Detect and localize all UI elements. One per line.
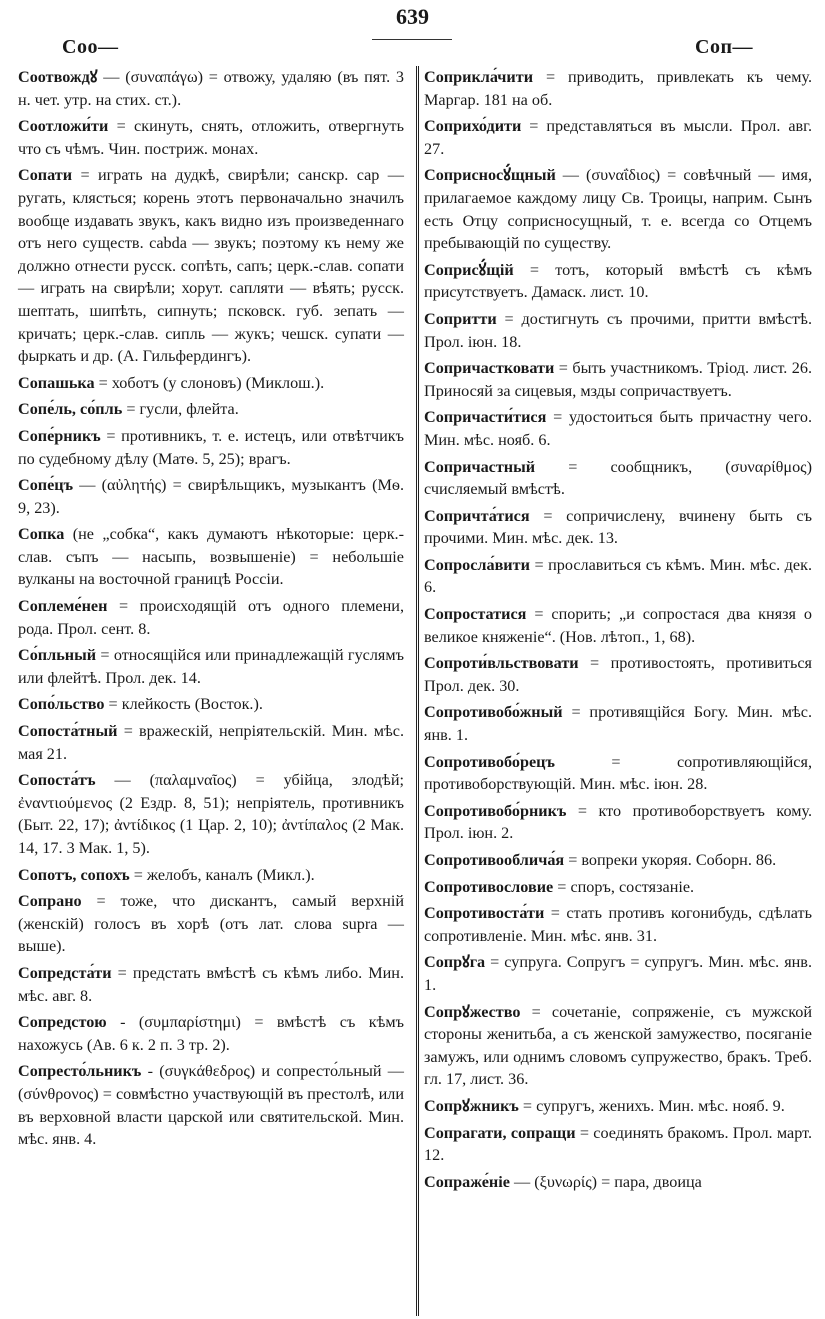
dictionary-entry [424,751,812,796]
entry-headword: Сопротивобо́жный [424,703,563,722]
entry-definition: = споръ, состязаніе. [553,877,695,896]
entry-headword: Сопрꙋжество [424,1002,521,1021]
dictionary-entry [18,720,404,765]
entry-headword: Сопритти [424,309,497,328]
entry-definition: = противостоять, противиться Прол. дек. 30. [424,654,812,695]
entry-definition: = относящійся или принадлежащій гуслямъ или флейтѣ. Прол. дек. 14. [18,646,404,687]
dictionary-entry [18,115,404,160]
entry-headword: Соприсꙋ́щій [424,260,514,279]
dictionary-entry [18,425,404,470]
right-column [424,66,812,1197]
dictionary-entry [424,603,812,648]
dictionary-entry [18,398,404,421]
dictionary-entry [424,259,812,304]
dictionary-entry [18,372,404,395]
dictionary-entry [18,890,404,958]
entry-headword: Сопка [18,525,65,544]
entry-definition: = скинуть, снять, отложить, отвергнуть что съ чѣмъ. Чин. постриж. монах. [18,117,404,158]
entry-headword: Сопротивобо́рецъ [424,752,555,771]
entry-headword: Соплеме́нен [18,597,108,616]
entry-definition: = тотъ, который вмѣстѣ съ кѣмъ присутствуетъ. Дамаск. лист. 10. [424,260,812,302]
dictionary-entry [424,505,812,550]
dictionary-entry [424,701,812,746]
entry-definition: = супругъ, женихъ. Мин. мѣс. нояб. 9. [518,1096,785,1115]
entry-headword: Сопо́льство [18,695,105,714]
entry-definition: — (παλαμναῖος) = убійца, злодѣй; ἐναντιούμενος (2 Ездр. 8, 51); непріятель, противникъ (Быт. 22, 17); ἀντίδικος (1 Цар. 2, 10); ἀντίπαλος (2 Мак. 14, 17. 3 Мак. 1, 5). [18,771,404,857]
entry-headword: Сопроти́вльствовати [424,654,579,673]
entry-headword: Соприсносꙋ́щный [424,166,556,185]
entry-definition: = приводить, привлекать къ чему. Маргар. 181 на об. [424,68,812,109]
left-column [18,66,404,1155]
dictionary-entry [424,876,812,899]
page-number-rule [372,39,452,40]
entry-definition: — (συναπάγω) = отвожу, удаляю (въ пят. 3 н. чет. утр. на стих. ст.). [18,68,404,109]
entry-definition: = тоже, что дискантъ, самый верхній (женскій) голосъ въ хорѣ (отъ лат. слова supra — выше). [18,892,404,956]
dictionary-entry [18,769,404,859]
entry-definition: = удостоиться быть причастну чего. Мин. мѣс. нояб. 6. [424,408,812,449]
dictionary-entry [18,693,404,716]
entry-definition: = сопротивляющійся, противоборствующій. Мин. мѣс. іюн. 28. [424,752,812,794]
entry-headword: Соприхо́дити [424,117,522,136]
entry-definition: = супруга. Сопругъ = супругъ. Мин. мѣс. янв. 1. [424,953,812,994]
entry-definition: = вопреки укоряя. Соборн. 86. [564,851,777,869]
entry-headword: Сопе́рникъ [18,426,101,445]
column-divider [416,66,419,1316]
entry-headword: Сопоста́тъ [18,771,96,790]
dictionary-entry [424,66,812,111]
entry-definition: = сочетаніе, сопряженіе, съ мужской стороны женитьба, а съ женской замужество, посяганіе замужъ, или однимъ словомъ супружество, бракъ. Треб. гл. 17, лист. 36. [424,1002,812,1089]
entry-headword: Сопрꙋга [424,953,486,972]
entry-headword: Соприкла́чити [424,68,534,86]
dictionary-entry [424,456,812,501]
entry-definition: = сообщникъ, (συναρίθμος) счисляемый вмѣстѣ. [424,457,812,499]
entry-headword: Сопашька [18,373,95,392]
entry-definition: - (συγκάθεδρος) и сопресто́льный — (σύνθρονος) = совмѣстно участвующій въ престолѣ, или въ верховной власти царской или святительской. Мин. мѣс. янв. 4. [18,1062,404,1149]
entry-definition: = противящійся Богу. Мин. мѣс. янв. 1. [424,703,812,745]
entry-definition: = желобъ, каналъ (Микл.). [129,865,315,884]
entry-definition: (не „собка“, какъ думаютъ нѣкоторые: церк.-слав. съпъ — насыпь, возвышеніе) = небольшіе вулканы на восточной границѣ Россіи. [18,525,404,589]
dictionary-entry [424,1001,812,1091]
dictionary-entry [424,652,812,697]
dictionary-entry [424,164,812,254]
entry-headword: Сопресто́льникъ [18,1062,142,1081]
entry-definition: = гусли, флейта. [122,400,239,419]
entry-definition: = прославиться съ кѣмъ. Мин. мѣс. дек. 6. [424,555,812,597]
dictionary-entry [18,1011,404,1056]
entry-headword: Сопраже́ніе [424,1172,510,1191]
entry-headword: Сопе́ль, со́пль [18,400,123,419]
dictionary-entry [424,902,812,947]
dictionary-entry [424,115,812,160]
entry-definition: = клейкость (Восток.). [104,695,263,714]
dictionary-entry [424,406,812,451]
dictionary-entry [18,1060,404,1150]
entry-headword: Соотвождꙋ [18,68,98,86]
entry-definition: = достигнуть съ прочими, притти вмѣстѣ. Прол. іюн. 18. [424,309,812,351]
entry-headword: Сопричастный [424,457,536,476]
entry-definition: = быть участникомъ. Тріод. лист. 26. Приносяй за сицевыя, мзды сопричаствуетъ. [424,359,812,400]
entry-definition: — (συναΐδιος) = совѣчный — имя, прилагаемое каждому лицу Св. Троицы, наприм. Сынъ есть Отцу соприсносущный, т. е. всегда со Отцемъ пребывающій по существу. [424,166,812,253]
page-number: 639 [396,4,429,29]
entry-headword: Сопредстою [18,1013,107,1032]
entry-definition: = соединять бракомъ. Прол. март. 12. [424,1123,812,1165]
dictionary-entry [18,644,404,689]
entry-headword: Сопрꙋжникъ [424,1096,519,1115]
entry-headword: Сопати [18,166,73,185]
entry-definition: — (ξυνωρίς) = пара, двоица [509,1172,702,1191]
right-guide-word: Соп— [695,36,753,58]
dictionary-entry [424,1171,812,1194]
entry-headword: Сопросла́вити [424,555,530,574]
entry-headword: Сопротивооблича́я [424,851,565,869]
dictionary-entry [424,1095,812,1118]
entry-definition: = сопричислену, вчинену быть съ прочими. Мин. мѣс. дек. 13. [424,506,812,548]
entry-headword: Сопрано [18,892,82,911]
dictionary-entry [424,1122,812,1167]
entry-definition: = играть на дудкѣ, свирѣли; санскр. сар — ругать, клясться; корень этотъ первоначально значилъ вообще издавать звукъ, какъ видно изъ произведеннаго отъ него существ. cabda — звукъ; поэтому къ нему же должно отнести русск. сопѣть, сапъ; церк.-слав. сопати — играть на свирѣли; хорут. сапляти — вѣять; русск. шептать, шипѣть, сипнуть; псковск. губ. зепать — кричать; церк.-слав. сипль — жукъ; чешск. супати — фыркать и др. (А. Гильфердингъ). [18,166,404,366]
dictionary-entry [18,595,404,640]
entry-headword: Со́пльный [18,646,97,665]
dictionary-entry [424,951,812,996]
entry-headword: Соотложи́ти [18,117,109,136]
entry-definition: = вражескій, непріятельскій. Мин. мѣс. мая 21. [18,722,404,763]
entry-headword: Сопричастковати [424,359,555,378]
entry-headword: Сопрагати, сопращи [424,1123,576,1142]
entry-headword: Сопростатися [424,605,527,624]
entry-definition: = происходящій отъ одного племени, рода. Прол. сент. 8. [18,597,404,638]
dictionary-entry [18,864,404,887]
dictionary-entry [18,474,404,519]
entry-definition: = стать противъ когонибудь, сдѣлать сопротивленіе. Мин. мѣс. янв. 31. [424,904,812,945]
entry-headword: Сопредста́ти [18,963,112,982]
entry-definition: — (αὐλητής) = свирѣльщикъ, музыкантъ (Мѳ. 9, 23). [18,476,404,517]
entry-definition: = спорить; „и сопростася два князя о великое княженіе“. (Нов. лѣтоп., 1, 68). [424,605,812,646]
entry-headword: Сопоста́тный [18,722,118,741]
dictionary-entry [18,66,404,111]
entry-definition: = кто противоборствуетъ кому. Прол. іюн. 2. [424,801,812,843]
entry-headword: Сопротивословие [424,877,554,896]
dictionary-entry [424,849,812,872]
entry-headword: Сопричасти́тися [424,408,547,427]
dictionary-entry [424,554,812,599]
dictionary-entry [424,308,812,353]
left-guide-word: Соо— [62,36,119,58]
entry-headword: Сопе́цъ [18,476,74,495]
dictionary-entry [18,164,404,367]
entry-definition: = предстать вмѣстѣ съ кѣмъ либо. Мин. мѣс. авг. 8. [18,963,404,1005]
dictionary-entry [18,523,404,591]
dictionary-entry [424,800,812,845]
entry-headword: Сопротивоста́ти [424,904,545,923]
dictionary-entry [424,357,812,402]
entry-definition: - (συμπαρίστημι) = вмѣстѣ съ кѣмъ нахожусь (Ав. 6 к. 2 п. 3 тр. 2). [18,1013,404,1054]
entry-headword: Сопротивобо́рникъ [424,801,567,820]
dictionary-entry [18,962,404,1007]
entry-headword: Сопричта́тися [424,506,530,525]
entry-definition: = представляться въ мысли. Прол. авг. 27. [424,117,812,158]
entry-headword: Сопотъ, сопохъ [18,865,130,884]
entry-definition: = хоботъ (у слоновъ) (Миклош.). [94,373,325,392]
entry-definition: = противникъ, т. е. истецъ, или отвѣтчикъ по судебному дѣлу (Матѳ. 5, 25); врагъ. [18,426,404,468]
